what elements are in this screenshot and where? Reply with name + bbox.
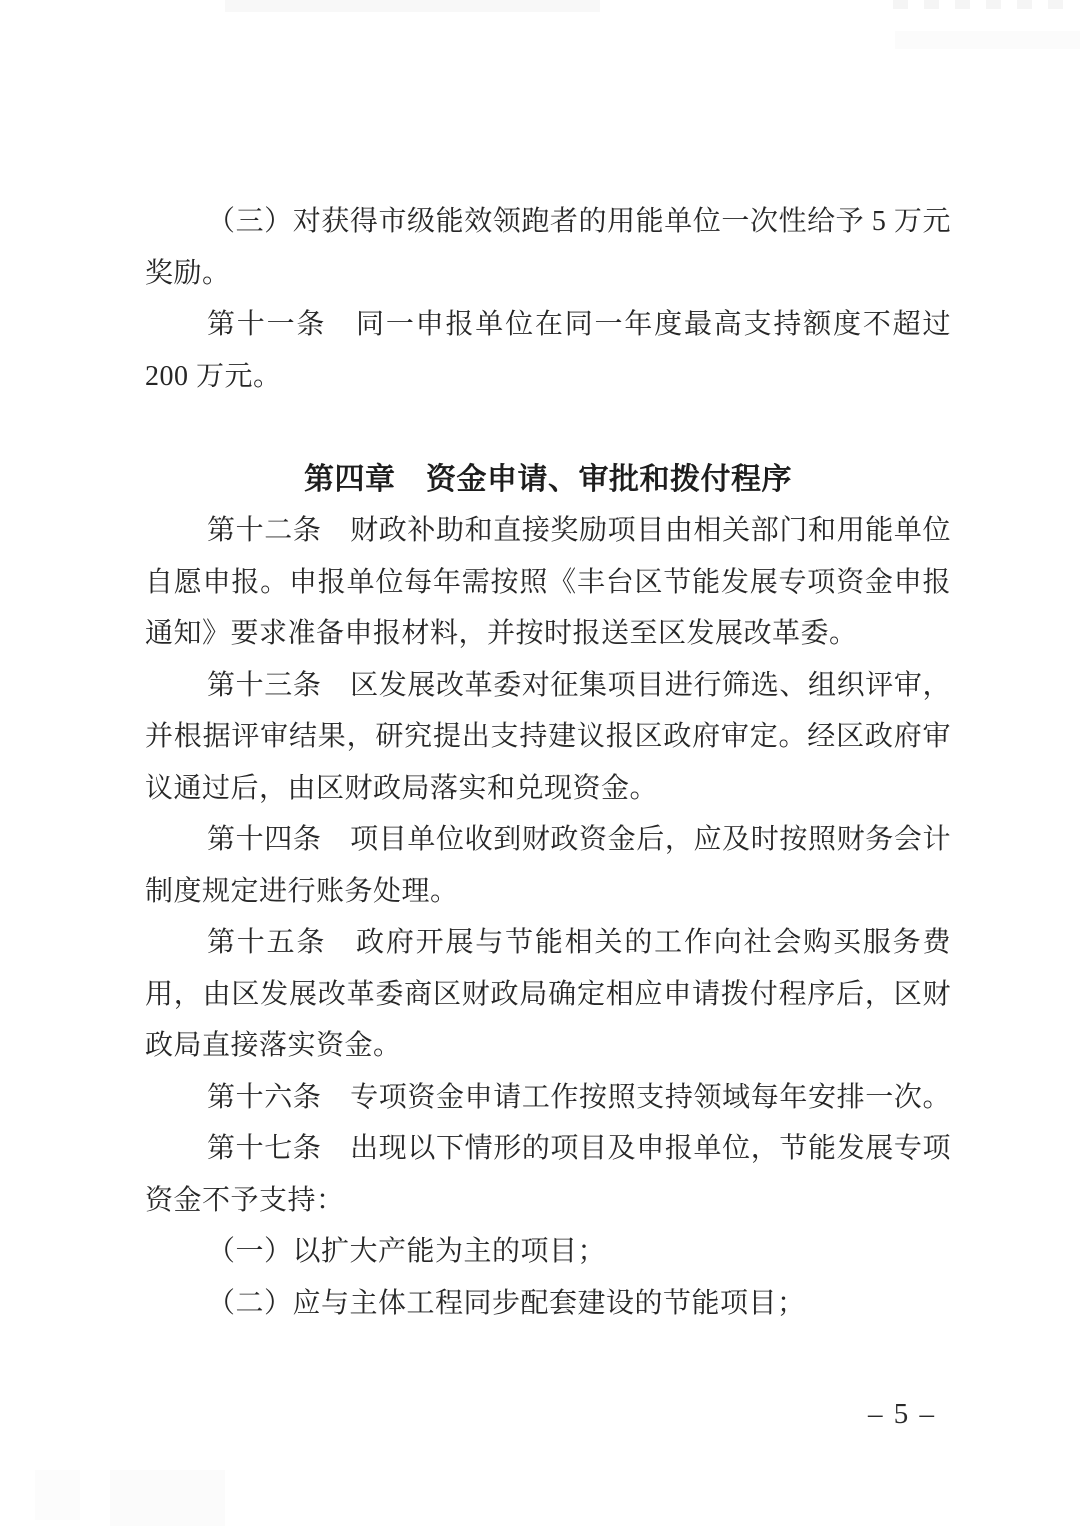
scan-artifact-top-dashes	[893, 0, 1075, 9]
text-line: （二）应与主体工程同步配套建设的节能项目；	[207, 1287, 806, 1319]
text-line: 制度规定进行账务处理。	[145, 875, 459, 907]
text-line: 第十六条 专项资金申请工作按照支持领域每年安排一次。	[207, 1081, 951, 1113]
chapter-heading: 第四章 资金申请、审批和拨付程序	[304, 462, 792, 496]
scan-artifact-bottom-left-a	[35, 1470, 80, 1520]
text-line: 用，由区发展改革委商区财政局确定相应申请拨付程序后，区财	[145, 978, 951, 1010]
text-line: （三）对获得市级能效领跑者的用能单位一次性给予 5 万元	[207, 206, 951, 237]
text-line: 第十二条 财政补助和直接奖励项目由相关部门和用能单位	[207, 515, 951, 546]
text-line: 并根据评审结果，研究提出支持建议报区政府审定。经区政府审	[145, 721, 951, 752]
text-line: 奖励。	[145, 257, 231, 289]
text-line: 第十七条 出现以下情形的项目及申报单位，节能发展专项	[207, 1133, 951, 1164]
text-line: 议通过后，由区财政局落实和兑现资金。	[145, 772, 659, 804]
scan-artifact-bottom-left-b	[110, 1470, 225, 1526]
text-line: 第十四条 项目单位收到财政资金后，应及时按照财务会计	[207, 824, 951, 855]
scan-artifact-top-bar	[225, 0, 600, 12]
text-line: 200 万元。	[145, 360, 282, 392]
scan-artifact-top-right	[895, 31, 1080, 49]
text-line: 通知》要求准备申报材料，并按时报送至区发展改革委。	[145, 618, 858, 649]
text-line: 自愿申报。申报单位每年需按照《丰台区节能发展专项资金申报	[145, 566, 951, 598]
text-line: 第十五条 政府开展与节能相关的工作向社会购买服务费	[207, 927, 951, 958]
text-line: 第十一条 同一申报单位在同一年度最高支持额度不超过	[207, 309, 951, 340]
text-line: 第十三条 区发展改革委对征集项目进行筛选、组织评审，	[207, 669, 951, 701]
text-line: 资金不予支持：	[145, 1184, 345, 1216]
page-number: – 5 –	[868, 1398, 936, 1430]
text-line: 政局直接落实资金。	[145, 1030, 402, 1061]
text-line: （一）以扩大产能为主的项目；	[207, 1236, 607, 1267]
document-body	[145, 196, 951, 1329]
